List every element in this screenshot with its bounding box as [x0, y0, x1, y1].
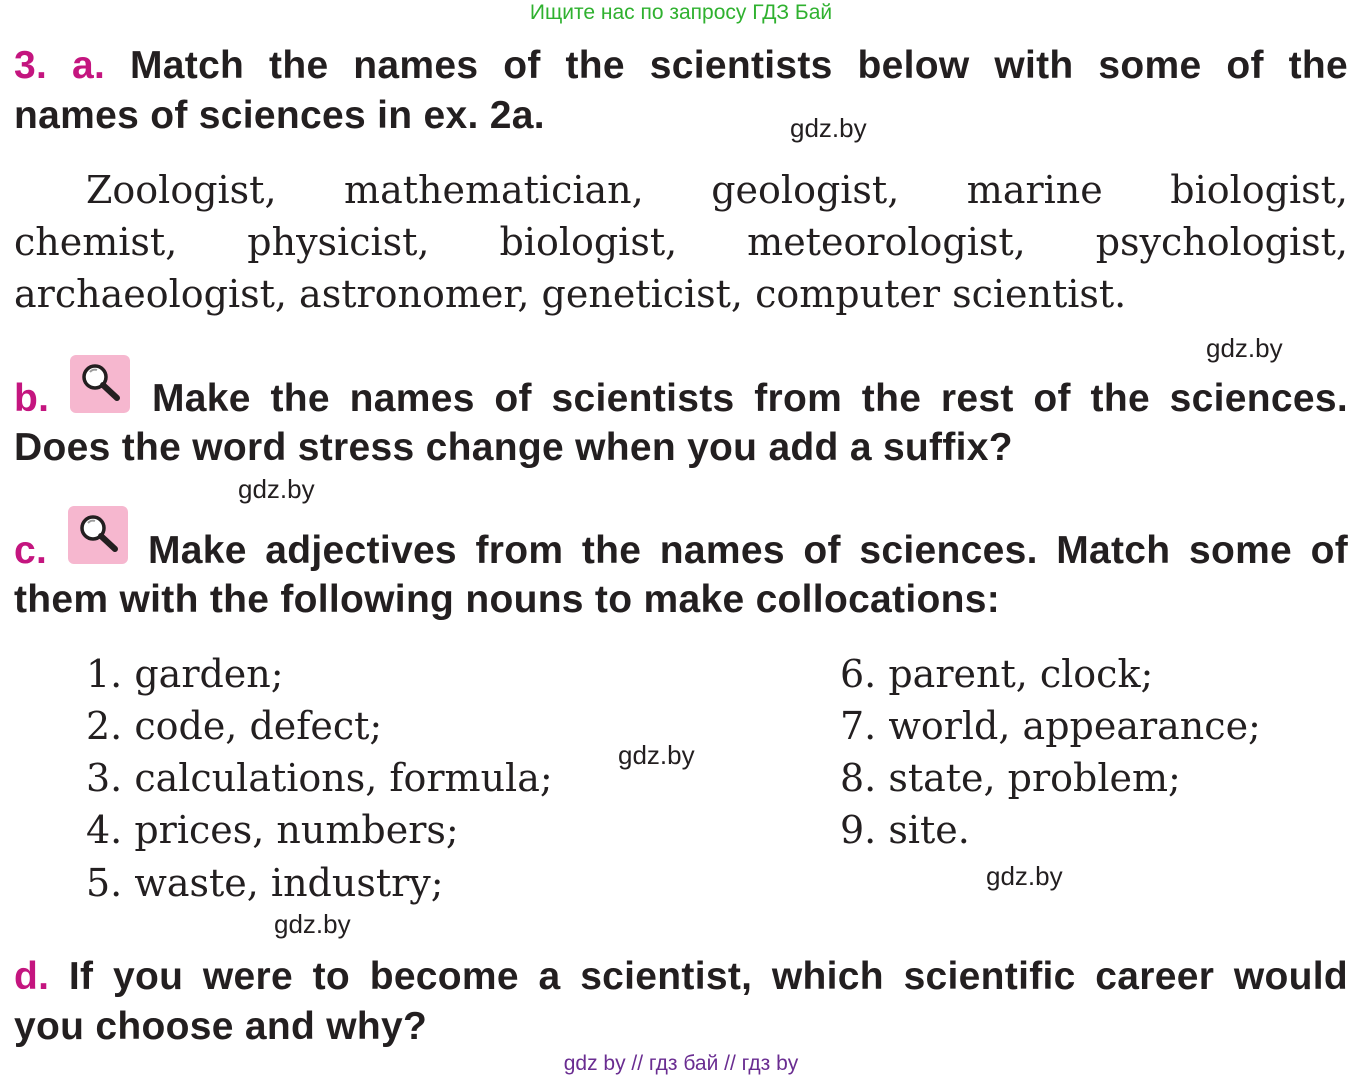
list-item: 3. calculations, formula;: [86, 756, 553, 800]
task-b-text-2: Does the word stress change when you add a suffix?: [14, 426, 1013, 469]
watermark: gdz.by: [1206, 333, 1283, 363]
word-list-line-1: Zoologist, mathematician, geologist, marine biologist,: [86, 168, 1348, 212]
magnifier-icon: [68, 506, 128, 564]
watermark: gdz.by: [986, 861, 1063, 891]
list-item: 7. world, appearance;: [840, 704, 1261, 748]
list-item: 8. state, problem;: [840, 756, 1181, 800]
task-a-text-1: Match the names of the scientists below with some of the: [130, 44, 1348, 87]
exercise-number: 3.: [14, 44, 48, 87]
top-banner: Ищите нас по запросу ГДЗ Бай: [529, 1, 833, 24]
word-list-line-3: archaeologist, astronomer, geneticist, computer scientist.: [14, 272, 1127, 316]
list-item: 1. garden;: [86, 652, 284, 696]
task-b-text-1: Make the names of scientists from the rest of the sciences.: [152, 377, 1348, 420]
task-c-text-2: them with the following nouns to make collocations:: [14, 578, 1000, 621]
watermark: gdz.by: [274, 909, 351, 939]
list-item: 2. code, defect;: [86, 704, 383, 748]
list-item: 4. prices, numbers;: [86, 808, 459, 852]
task-d-text-1: If you were to become a scientist, which scientific career would: [68, 955, 1348, 998]
task-a-text-2: names of sciences in ex. 2a.: [14, 94, 545, 137]
watermark: gdz.by: [618, 740, 695, 770]
task-d-marker: d.: [14, 955, 50, 998]
list-item: 6. parent, clock;: [840, 652, 1154, 696]
task-c-marker: c.: [14, 529, 48, 572]
bottom-banner: gdz by // гдз бай // гдз by: [563, 1052, 799, 1075]
list-item: 5. waste, industry;: [86, 861, 444, 905]
watermark: gdz.by: [790, 113, 867, 143]
task-a-line-1: [14, 44, 1348, 88]
watermark: gdz.by: [238, 474, 315, 504]
task-a-marker: a.: [72, 44, 106, 87]
task-d-line-1: [14, 955, 1348, 999]
task-c-text-1: Make adjectives from the names of sciences. Match some of: [148, 529, 1348, 572]
task-d-text-2: you choose and why?: [14, 1005, 428, 1048]
task-b-marker: b.: [14, 377, 50, 420]
word-list-line-2: chemist, physicist, biologist, meteorologist, psychologist,: [14, 220, 1348, 264]
magnifier-icon: [70, 355, 130, 413]
list-item: 9. site.: [840, 808, 970, 852]
